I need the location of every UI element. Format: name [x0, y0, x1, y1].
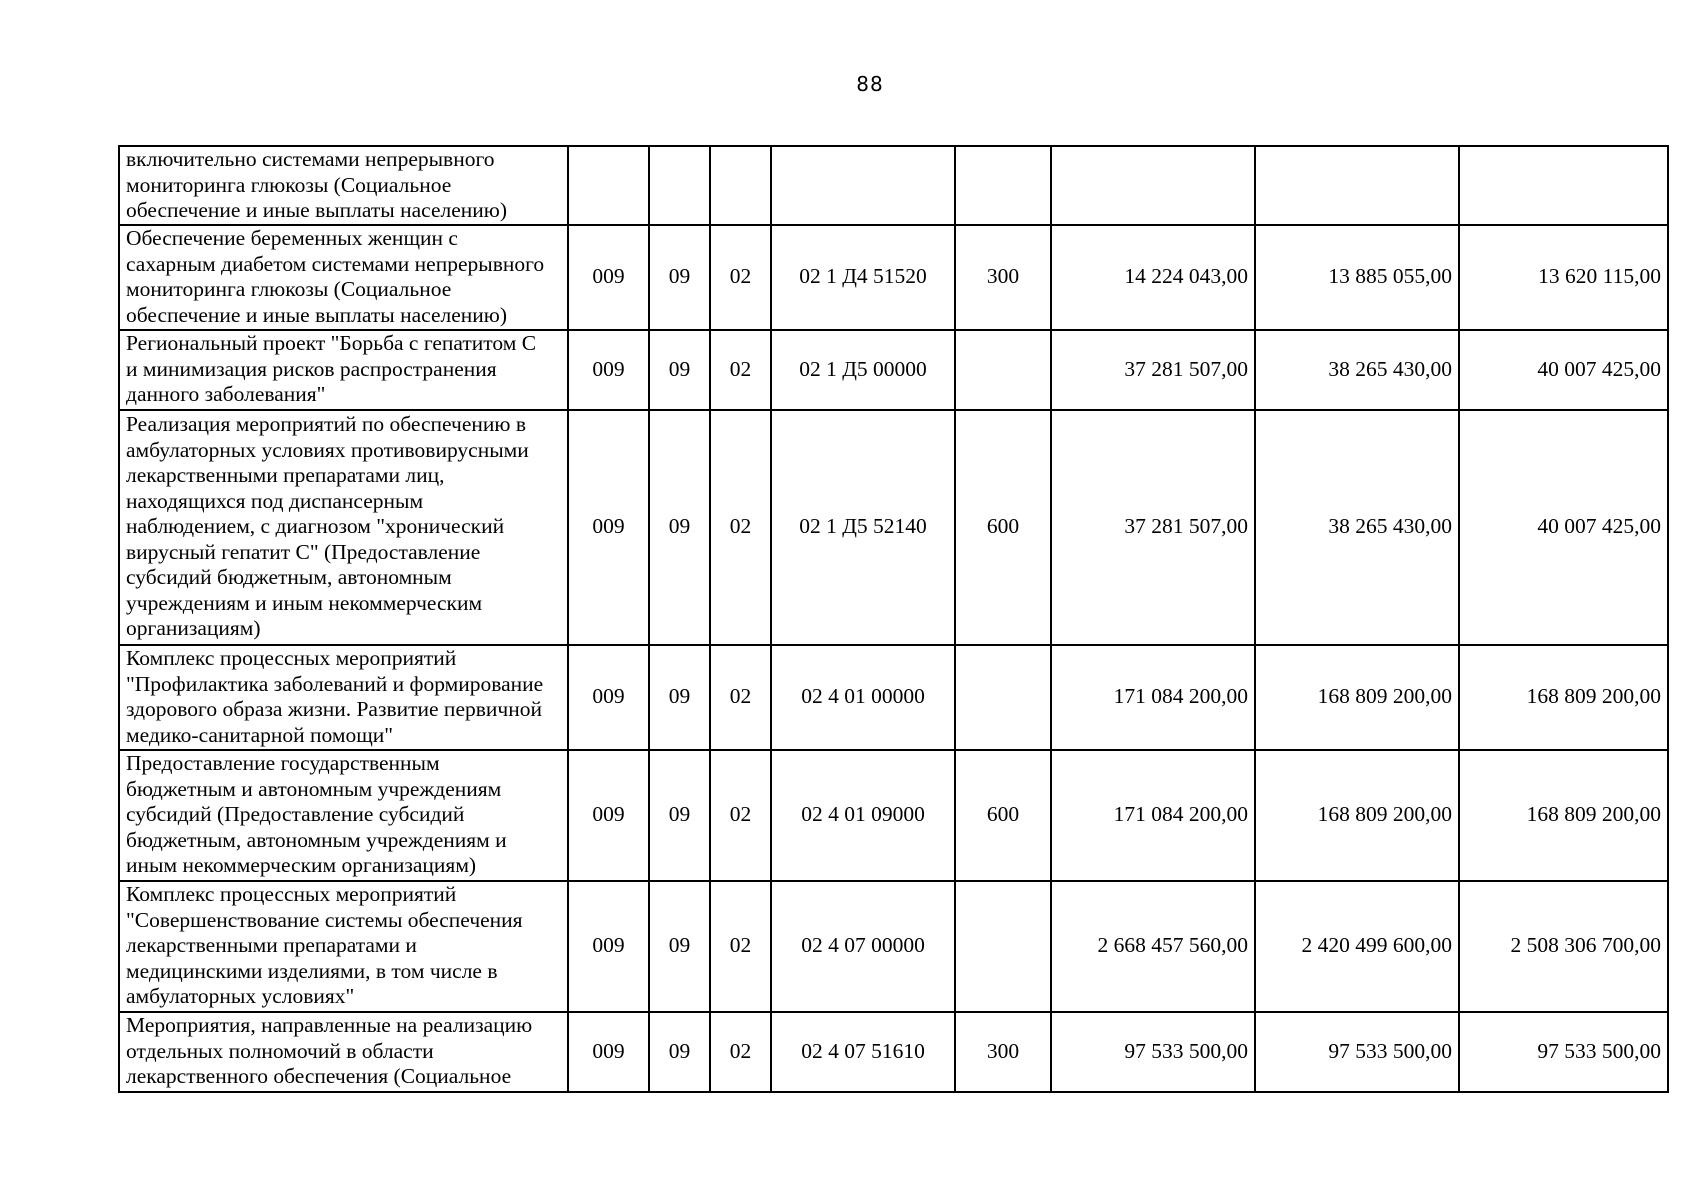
- section-code-cell: [649, 146, 710, 225]
- amount-year-2-cell: 38 265 430,00: [1255, 330, 1459, 410]
- description-line: Региональный проект "Борьба с гепатитом С: [126, 331, 537, 356]
- ministry-code-cell: 009: [568, 410, 649, 645]
- description-line: субсидий (Предоставление субсидий: [126, 802, 465, 827]
- subsection-code-cell: 02: [710, 410, 771, 645]
- target-article-cell: 02 1 Д5 00000: [771, 330, 955, 410]
- amount-year-2-cell: 168 809 200,00: [1255, 750, 1459, 881]
- expense-type-cell: [955, 881, 1051, 1012]
- subsection-code-cell: 02: [710, 881, 771, 1012]
- section-code-cell: 09: [649, 330, 710, 410]
- table-body: [119, 146, 1668, 1092]
- description-line: Мероприятия, направленные на реализацию: [126, 1013, 533, 1038]
- description-line: отдельных полномочий в области: [126, 1038, 434, 1063]
- ministry-code-cell: 009: [568, 1012, 649, 1092]
- table-row: [119, 225, 1668, 330]
- description-line: медико-санитарной помощи": [126, 722, 394, 747]
- amount-year-1-cell: 14 224 043,00: [1051, 225, 1255, 330]
- description-line: Обеспечение беременных женщин с: [126, 226, 458, 250]
- target-article-cell: 02 4 01 00000: [771, 645, 955, 750]
- description-line: обеспечение и иные выплаты населению): [126, 302, 508, 327]
- table-row: [119, 410, 1668, 645]
- description-cell: [119, 1012, 568, 1092]
- ministry-code-cell: 009: [568, 881, 649, 1012]
- subsection-code-cell: 02: [710, 750, 771, 881]
- expense-type-cell: 600: [955, 750, 1051, 881]
- description-cell: [119, 146, 568, 225]
- amount-year-1-cell: 37 281 507,00: [1051, 330, 1255, 410]
- amount-year-2-cell: [1255, 146, 1459, 225]
- section-code-cell: 09: [649, 225, 710, 330]
- subsection-code-cell: 02: [710, 1012, 771, 1092]
- amount-year-2-cell: 168 809 200,00: [1255, 645, 1459, 750]
- amount-year-3-cell: 2 508 306 700,00: [1459, 881, 1668, 1012]
- section-code-cell: 09: [649, 1012, 710, 1092]
- amount-year-3-cell: 97 533 500,00: [1459, 1012, 1668, 1092]
- target-article-cell: 02 1 Д5 52140: [771, 410, 955, 645]
- table-row: [119, 330, 1668, 410]
- amount-year-2-cell: 38 265 430,00: [1255, 410, 1459, 645]
- table-row: [119, 881, 1668, 1012]
- target-article-cell: 02 4 01 09000: [771, 750, 955, 881]
- description-line: обеспечение и иные выплаты населению): [126, 198, 508, 222]
- description-line: лекарственного обеспечения (Социальное: [126, 1064, 512, 1089]
- amount-year-3-cell: 168 809 200,00: [1459, 645, 1668, 750]
- subsection-code-cell: 02: [710, 330, 771, 410]
- description-line: Реализация мероприятий по обеспечению в: [126, 412, 526, 437]
- amount-year-1-cell: 171 084 200,00: [1051, 645, 1255, 750]
- description-line: и минимизация рисков распространения: [126, 356, 497, 381]
- table-row: [119, 645, 1668, 750]
- table-row: [119, 146, 1668, 225]
- amount-year-2-cell: 2 420 499 600,00: [1255, 881, 1459, 1012]
- amount-year-3-cell: [1459, 146, 1668, 225]
- description-line: здорового образа жизни. Развитие первичной: [126, 697, 542, 721]
- subsection-code-cell: [710, 146, 771, 225]
- amount-year-1-cell: 97 533 500,00: [1051, 1012, 1255, 1092]
- section-code-cell: 09: [649, 750, 710, 881]
- description-cell: [119, 330, 568, 410]
- amount-year-3-cell: 13 620 115,00: [1459, 225, 1668, 330]
- description-line: лекарственными препаратами и: [126, 933, 417, 958]
- subsection-code-cell: 02: [710, 225, 771, 330]
- ministry-code-cell: 009: [568, 645, 649, 750]
- description-cell: [119, 881, 568, 1012]
- table-row: [119, 1012, 1668, 1092]
- amount-year-1-cell: [1051, 146, 1255, 225]
- description-line: сахарным диабетом системами непрерывного: [126, 251, 545, 276]
- description-line: медицинскими изделиями, в том числе в: [126, 958, 498, 983]
- description-cell: [119, 645, 568, 750]
- description-cell: [119, 225, 568, 330]
- description-line: вирусный гепатит С" (Предоставление: [126, 539, 481, 564]
- ministry-code-cell: [568, 146, 649, 225]
- description-line: данного заболевания": [126, 382, 326, 407]
- description-line: амбулаторных условиях": [126, 984, 355, 1009]
- amount-year-1-cell: 37 281 507,00: [1051, 410, 1255, 645]
- description-line: Комплекс процессных мероприятий: [126, 646, 457, 670]
- target-article-cell: 02 1 Д4 51520: [771, 225, 955, 330]
- description-line: мониторинга глюкозы (Социальное: [126, 277, 452, 301]
- section-code-cell: 09: [649, 645, 710, 750]
- table-row: [119, 750, 1668, 881]
- description-line: организациям): [126, 616, 261, 641]
- expense-type-cell: [955, 146, 1051, 225]
- amount-year-2-cell: 13 885 055,00: [1255, 225, 1459, 330]
- description-line: находящихся под диспансерным: [126, 488, 424, 513]
- description-line: бюджетным и автономным учреждениям: [126, 776, 502, 801]
- subsection-code-cell: 02: [710, 645, 771, 750]
- expense-type-cell: 600: [955, 410, 1051, 645]
- ministry-code-cell: 009: [568, 750, 649, 881]
- target-article-cell: 02 4 07 00000: [771, 881, 955, 1012]
- description-line: иным некоммерческим организациям): [126, 853, 477, 878]
- section-code-cell: 09: [649, 410, 710, 645]
- amount-year-3-cell: 168 809 200,00: [1459, 750, 1668, 881]
- budget-table: [118, 145, 1669, 1093]
- description-line: "Совершенствование системы обеспечения: [126, 907, 523, 932]
- description-line: лекарственными препаратами лиц,: [126, 463, 445, 488]
- expense-type-cell: [955, 330, 1051, 410]
- description-line: учреждениям и иным некоммерческим: [126, 590, 483, 615]
- description-line: "Профилактика заболеваний и формирование: [126, 671, 544, 696]
- section-code-cell: 09: [649, 881, 710, 1012]
- description-cell: [119, 750, 568, 881]
- amount-year-3-cell: 40 007 425,00: [1459, 410, 1668, 645]
- ministry-code-cell: 009: [568, 225, 649, 330]
- description-line: мониторинга глюкозы (Социальное: [126, 172, 452, 197]
- description-line: Предоставление государственным: [126, 751, 440, 776]
- expense-type-cell: 300: [955, 225, 1051, 330]
- expense-type-cell: 300: [955, 1012, 1051, 1092]
- description-line: Комплекс процессных мероприятий: [126, 882, 457, 907]
- description-line: амбулаторных условиях противовирусными: [126, 437, 529, 462]
- description-line: включительно системами непрерывного: [126, 147, 495, 171]
- description-line: бюджетным, автономным учреждениям и: [126, 827, 507, 852]
- description-line: субсидий бюджетным, автономным: [126, 565, 452, 590]
- description-cell: [119, 410, 568, 645]
- description-line: наблюдением, с диагнозом "хронический: [126, 514, 505, 539]
- expense-type-cell: [955, 645, 1051, 750]
- amount-year-3-cell: 40 007 425,00: [1459, 330, 1668, 410]
- amount-year-2-cell: 97 533 500,00: [1255, 1012, 1459, 1092]
- amount-year-1-cell: 171 084 200,00: [1051, 750, 1255, 881]
- page-number: 88: [856, 72, 884, 96]
- ministry-code-cell: 009: [568, 330, 649, 410]
- target-article-cell: 02 4 07 51610: [771, 1012, 955, 1092]
- amount-year-1-cell: 2 668 457 560,00: [1051, 881, 1255, 1012]
- target-article-cell: [771, 146, 955, 225]
